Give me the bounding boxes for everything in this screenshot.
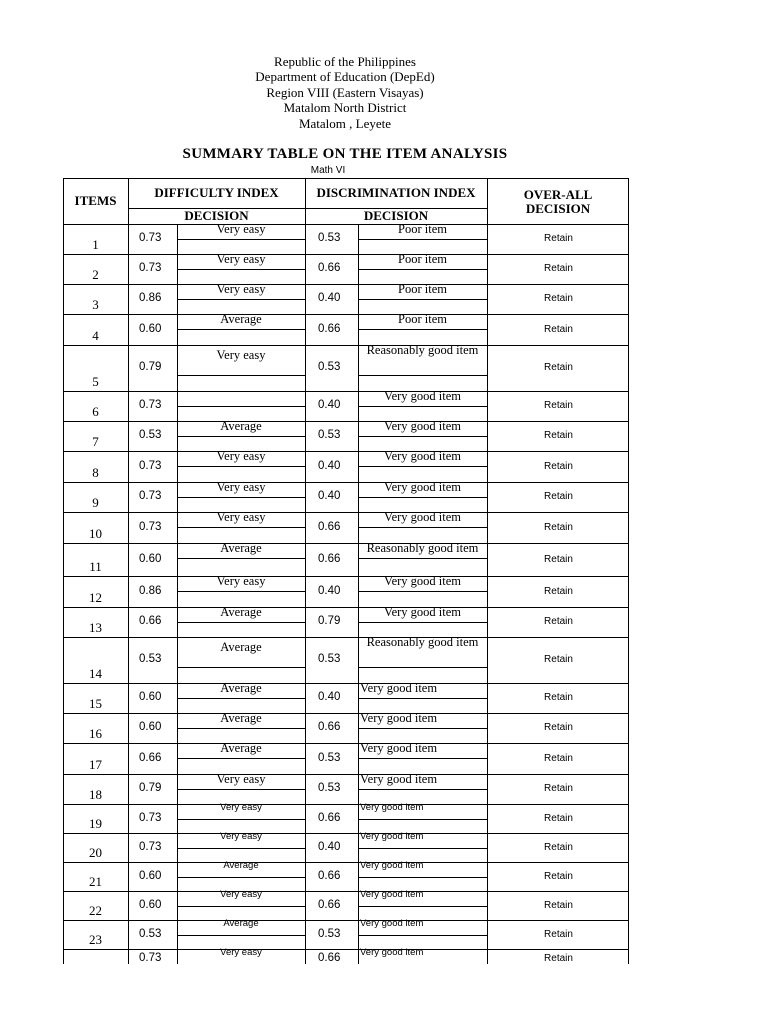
- difficulty-decision: Very easy: [216, 574, 266, 588]
- discrimination-decision-underline: [358, 698, 487, 699]
- discrimination-decision-divider: [358, 891, 359, 920]
- difficulty-decision-underline: [177, 329, 305, 330]
- difficulty-decision-underline: [177, 758, 305, 759]
- discrimination-decision: Very good item: [383, 419, 462, 433]
- difficulty-value: 0.60: [139, 899, 162, 911]
- item-number: 13: [89, 620, 102, 635]
- discrimination-decision-underline: [358, 877, 487, 878]
- header-decision-difficulty: DECISION: [184, 208, 249, 224]
- item-number: 11: [89, 559, 102, 574]
- item-number: 12: [89, 590, 102, 605]
- overall-decision: Retain: [544, 842, 573, 853]
- row-separator: [63, 833, 629, 834]
- row-separator: [63, 804, 629, 805]
- difficulty-decision-underline: [177, 558, 305, 559]
- difficulty-decision-underline: [177, 819, 305, 820]
- row-separator: [63, 451, 629, 452]
- overall-decision: Retain: [544, 929, 573, 940]
- difficulty-decision: Very easy: [220, 947, 262, 958]
- row-separator: [63, 284, 629, 285]
- difficulty-value: 0.73: [139, 521, 162, 533]
- item-number: 20: [89, 845, 102, 860]
- discrimination-decision: Poor item: [398, 252, 447, 266]
- header-line-2: Department of Education (DepEd): [255, 69, 435, 84]
- discrimination-decision-underline: [358, 375, 487, 376]
- difficulty-decision: Very easy: [216, 480, 266, 494]
- difficulty-decision: Very easy: [220, 831, 262, 842]
- row-separator: [63, 391, 629, 392]
- discrimination-decision-underline: [358, 329, 487, 330]
- discrimination-decision-underline: [358, 848, 487, 849]
- discrimination-decision-divider: [358, 713, 359, 743]
- discrimination-decision-underline: [358, 758, 487, 759]
- difficulty-decision-underline: [177, 698, 305, 699]
- row-separator: [63, 345, 629, 346]
- item-number: 10: [89, 526, 102, 541]
- difficulty-value: 0.73: [139, 262, 162, 274]
- row-separator: [63, 637, 629, 638]
- overall-decision: Retain: [544, 692, 573, 703]
- discrimination-decision-underline: [358, 527, 487, 528]
- discrimination-decision: Reasonably good item: [366, 343, 479, 357]
- discrimination-decision: Reasonably good item: [366, 541, 479, 555]
- item-number: 6: [92, 404, 99, 419]
- item-number: 2: [92, 267, 99, 282]
- difficulty-decision-underline: [177, 239, 305, 240]
- discrimination-decision: Very good item: [360, 889, 424, 900]
- discrimination-decision-underline: [358, 789, 487, 790]
- difficulty-decision: Average: [220, 741, 262, 755]
- row-separator: [63, 683, 629, 684]
- overall-decision: Retain: [544, 491, 573, 502]
- discrimination-decision-underline: [358, 935, 487, 936]
- discrimination-value: 0.79: [318, 615, 341, 627]
- discrimination-decision-underline: [358, 906, 487, 907]
- difficulty-decision: Average: [220, 419, 262, 433]
- overall-decision: Retain: [544, 586, 573, 597]
- discrimination-value: 0.66: [318, 812, 341, 824]
- difficulty-decision: Very easy: [220, 889, 262, 900]
- difficulty-decision: Very easy: [216, 222, 266, 236]
- discrimination-value: 0.66: [318, 521, 341, 533]
- difficulty-decision-underline: [177, 269, 305, 270]
- difficulty-decision-underline: [177, 622, 305, 623]
- header-line-3: Region VIII (Eastern Visayas): [266, 85, 424, 100]
- difficulty-decision: Average: [220, 312, 262, 326]
- item-number: 17: [89, 757, 102, 772]
- discrimination-value: 0.66: [318, 952, 341, 964]
- header-overall-decision: OVER-ALL DECISION: [523, 187, 593, 216]
- discrimination-decision-divider: [358, 774, 359, 804]
- header-discrimination-index: DISCRIMINATION INDEX: [316, 185, 476, 201]
- row-separator: [63, 576, 629, 577]
- discrimination-decision: Very good item: [383, 510, 462, 524]
- difficulty-decision-underline: [177, 375, 305, 376]
- discrimination-value: 0.53: [318, 752, 341, 764]
- discrimination-value: 0.40: [318, 490, 341, 502]
- discrimination-decision: Very good item: [360, 947, 424, 958]
- item-analysis-table: [63, 178, 629, 964]
- difficulty-decision-underline: [177, 527, 305, 528]
- discrimination-value: 0.66: [318, 721, 341, 733]
- discrimination-value: 0.53: [318, 232, 341, 244]
- row-separator: [63, 743, 629, 744]
- difficulty-decision-underline: [177, 299, 305, 300]
- item-number: 5: [92, 374, 99, 389]
- item-number: 9: [92, 495, 99, 510]
- difficulty-value: 0.79: [139, 361, 162, 373]
- discrimination-decision-underline: [358, 591, 487, 592]
- discrimination-decision: Very good item: [383, 605, 462, 619]
- discrimination-decision-underline: [358, 406, 487, 407]
- difficulty-decision-divider: [177, 391, 178, 421]
- overall-decision: Retain: [544, 554, 573, 565]
- discrimination-value: 0.53: [318, 653, 341, 665]
- difficulty-decision: Average: [220, 681, 262, 695]
- difficulty-decision: Average: [223, 918, 259, 929]
- header-line-5: Matalom , Leyete: [298, 116, 392, 131]
- row-separator: [63, 224, 629, 225]
- difficulty-value: 0.60: [139, 721, 162, 733]
- discrimination-value: 0.53: [318, 429, 341, 441]
- discrimination-decision: Very good item: [360, 918, 424, 929]
- discrimination-decision-underline: [358, 558, 487, 559]
- difficulty-decision-underline: [177, 728, 305, 729]
- header-difficulty-index: DIFFICULTY INDEX: [154, 185, 279, 201]
- discrimination-decision: Very good item: [383, 389, 462, 403]
- discrimination-decision-underline: [358, 466, 487, 467]
- difficulty-decision: Very easy: [216, 772, 266, 786]
- discrimination-decision-underline: [358, 239, 487, 240]
- table-divider-items: [128, 178, 129, 964]
- discrimination-value: 0.40: [318, 460, 341, 472]
- row-separator: [63, 862, 629, 863]
- discrimination-decision-divider: [358, 949, 359, 964]
- row-separator: [63, 949, 629, 950]
- document-title: SUMMARY TABLE ON THE ITEM ANALYSIS: [182, 146, 508, 162]
- overall-decision: Retain: [544, 233, 573, 244]
- difficulty-value: 0.66: [139, 752, 162, 764]
- discrimination-decision-divider: [358, 743, 359, 774]
- discrimination-decision-underline: [358, 497, 487, 498]
- overall-decision: Retain: [544, 654, 573, 665]
- overall-decision: Retain: [544, 722, 573, 733]
- discrimination-decision-divider: [358, 833, 359, 862]
- difficulty-value: 0.60: [139, 691, 162, 703]
- item-number: 3: [92, 297, 99, 312]
- difficulty-decision-underline: [177, 667, 305, 668]
- difficulty-decision: Average: [220, 541, 262, 555]
- item-number: 18: [89, 787, 102, 802]
- difficulty-decision-underline: [177, 591, 305, 592]
- overall-decision: Retain: [544, 461, 573, 472]
- discrimination-decision: Poor item: [398, 282, 447, 296]
- difficulty-value: 0.60: [139, 870, 162, 882]
- discrimination-value: 0.40: [318, 292, 341, 304]
- discrimination-decision: Very good item: [360, 802, 424, 813]
- difficulty-value: 0.60: [139, 553, 162, 565]
- discrimination-decision-divider: [358, 862, 359, 891]
- row-separator: [63, 421, 629, 422]
- discrimination-decision-underline: [358, 622, 487, 623]
- overall-decision: Retain: [544, 362, 573, 373]
- discrimination-decision-divider: [358, 804, 359, 833]
- discrimination-decision-underline: [358, 299, 487, 300]
- item-number: 21: [89, 874, 102, 889]
- overall-decision: Retain: [544, 616, 573, 627]
- discrimination-decision: Very good item: [360, 741, 438, 755]
- discrimination-decision-underline: [358, 819, 487, 820]
- difficulty-decision-underline: [177, 906, 305, 907]
- difficulty-decision-underline: [177, 436, 305, 437]
- row-separator: [63, 482, 629, 483]
- overall-decision: Retain: [544, 953, 573, 964]
- discrimination-decision-underline: [358, 667, 487, 668]
- difficulty-decision-underline: [177, 406, 305, 407]
- row-separator: [63, 920, 629, 921]
- overall-decision: Retain: [544, 813, 573, 824]
- discrimination-value: 0.53: [318, 928, 341, 940]
- difficulty-decision-underline: [177, 935, 305, 936]
- difficulty-decision-underline: [177, 877, 305, 878]
- discrimination-decision-underline: [358, 269, 487, 270]
- overall-decision: Retain: [544, 783, 573, 794]
- difficulty-value: 0.53: [139, 653, 162, 665]
- difficulty-value: 0.79: [139, 782, 162, 794]
- discrimination-decision: Poor item: [398, 312, 447, 326]
- difficulty-value: 0.73: [139, 232, 162, 244]
- discrimination-decision-underline: [358, 436, 487, 437]
- difficulty-value: 0.73: [139, 812, 162, 824]
- difficulty-value: 0.86: [139, 585, 162, 597]
- difficulty-decision: Average: [223, 860, 259, 871]
- difficulty-decision: Average: [220, 605, 262, 619]
- overall-decision: Retain: [544, 430, 573, 441]
- discrimination-value: 0.53: [318, 782, 341, 794]
- discrimination-decision: Reasonably good item: [366, 635, 479, 649]
- header-line-1: Republic of the Philippines: [274, 54, 416, 69]
- discrimination-value: 0.66: [318, 899, 341, 911]
- overall-decision: Retain: [544, 900, 573, 911]
- discrimination-value: 0.66: [318, 870, 341, 882]
- discrimination-decision: Very good item: [360, 772, 438, 786]
- row-separator: [63, 607, 629, 608]
- item-number: 23: [89, 932, 102, 947]
- discrimination-value: 0.66: [318, 553, 341, 565]
- item-number: 1: [92, 237, 99, 252]
- discrimination-value: 0.40: [318, 585, 341, 597]
- discrimination-decision: Very good item: [383, 574, 462, 588]
- difficulty-value: 0.60: [139, 323, 162, 335]
- discrimination-decision: Very good item: [360, 860, 424, 871]
- item-number: 7: [92, 434, 99, 449]
- header-items: ITEMS: [74, 193, 117, 209]
- overall-decision: Retain: [544, 324, 573, 335]
- overall-decision: Retain: [544, 263, 573, 274]
- overall-decision: Retain: [544, 871, 573, 882]
- item-number: 14: [89, 666, 102, 681]
- difficulty-decision-underline: [177, 497, 305, 498]
- discrimination-decision-divider: [358, 683, 359, 713]
- item-number: 15: [89, 696, 102, 711]
- item-number: 8: [92, 465, 99, 480]
- discrimination-value: 0.66: [318, 262, 341, 274]
- difficulty-decision-underline: [177, 789, 305, 790]
- difficulty-decision: Very easy: [216, 348, 266, 362]
- table-divider-difficulty: [305, 178, 306, 964]
- difficulty-value: 0.66: [139, 615, 162, 627]
- discrimination-value: 0.66: [318, 323, 341, 335]
- discrimination-value: 0.53: [318, 361, 341, 373]
- row-separator: [63, 314, 629, 315]
- discrimination-decision: Very good item: [360, 681, 438, 695]
- difficulty-value: 0.73: [139, 490, 162, 502]
- overall-decision: Retain: [544, 400, 573, 411]
- overall-decision: Retain: [544, 753, 573, 764]
- discrimination-decision: Very good item: [360, 711, 438, 725]
- difficulty-value: 0.86: [139, 292, 162, 304]
- difficulty-decision: Average: [220, 711, 262, 725]
- item-number: 22: [89, 903, 102, 918]
- document-subtitle: Math VI: [310, 165, 346, 176]
- difficulty-decision-underline: [177, 466, 305, 467]
- difficulty-decision: Very easy: [216, 252, 266, 266]
- row-separator: [63, 774, 629, 775]
- difficulty-decision: Average: [220, 640, 262, 654]
- item-number: 19: [89, 816, 102, 831]
- difficulty-value: 0.73: [139, 841, 162, 853]
- discrimination-decision: Very good item: [360, 831, 424, 842]
- difficulty-decision: Very easy: [220, 802, 262, 813]
- difficulty-value: 0.73: [139, 460, 162, 472]
- discrimination-decision: Very good item: [383, 480, 462, 494]
- discrimination-decision-underline: [358, 728, 487, 729]
- difficulty-decision: Very easy: [216, 449, 266, 463]
- row-separator: [63, 543, 629, 544]
- difficulty-decision: Very easy: [216, 510, 266, 524]
- discrimination-decision-divider: [358, 920, 359, 949]
- difficulty-decision-underline: [177, 848, 305, 849]
- item-number: 4: [92, 328, 99, 343]
- discrimination-value: 0.40: [318, 399, 341, 411]
- discrimination-value: 0.40: [318, 841, 341, 853]
- item-number: 16: [89, 726, 102, 741]
- discrimination-decision: Poor item: [398, 222, 447, 236]
- difficulty-value: 0.53: [139, 429, 162, 441]
- difficulty-value: 0.73: [139, 952, 162, 964]
- difficulty-value: 0.53: [139, 928, 162, 940]
- row-separator: [63, 713, 629, 714]
- difficulty-value: 0.73: [139, 399, 162, 411]
- row-separator: [63, 891, 629, 892]
- discrimination-value: 0.40: [318, 691, 341, 703]
- row-separator: [63, 254, 629, 255]
- overall-decision: Retain: [544, 522, 573, 533]
- overall-decision: Retain: [544, 293, 573, 304]
- discrimination-decision: Very good item: [383, 449, 462, 463]
- difficulty-decision: Very easy: [216, 282, 266, 296]
- row-separator: [63, 512, 629, 513]
- header-decision-discrimination: DECISION: [363, 208, 429, 224]
- header-line-4: Matalom North District: [283, 100, 407, 115]
